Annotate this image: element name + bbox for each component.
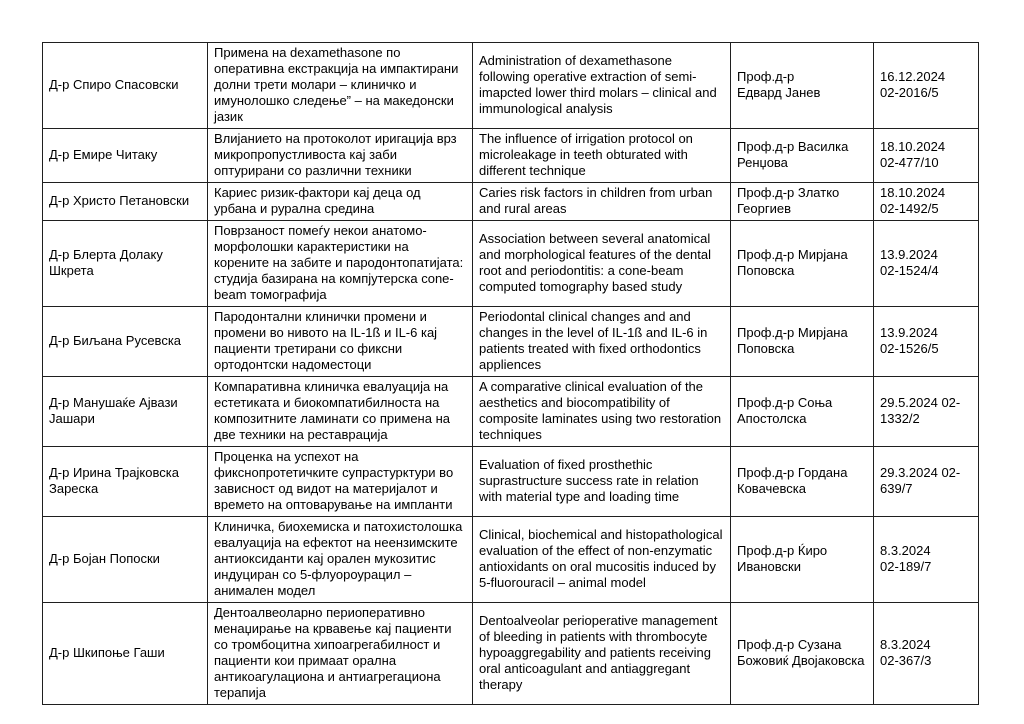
candidate-cell: Д-р Биљана Русевска xyxy=(43,307,208,377)
date-ref-cell-line: 02-477/10 xyxy=(880,155,939,170)
date-ref-cell xyxy=(874,377,979,447)
theses-table xyxy=(42,42,979,705)
date-ref-cell-line: 1332/2 xyxy=(880,411,920,426)
date-ref-cell-line: 16.12.2024 xyxy=(880,69,946,84)
candidate-cell: Д-р Бојан Попоски xyxy=(43,517,208,603)
table-row xyxy=(43,183,979,221)
title-mk-cell: Поврзаност помеѓу некои анатомо-морфолошки карактеристики на корените на забите и пародонтопатијата: студија базирана на компјутерска cone-beam томографија xyxy=(208,221,473,307)
mentor-cell xyxy=(731,221,874,307)
table-row xyxy=(43,221,979,307)
date-ref-cell-line: 8.3.2024 xyxy=(880,543,931,558)
mentor-cell-line: Едвард Јанев xyxy=(737,85,821,100)
date-ref-cell-line: 29.3.2024 02- xyxy=(880,465,961,480)
date-ref-cell xyxy=(874,307,979,377)
title-en-cell: Caries risk factors in children from urban and rural areas xyxy=(473,183,731,221)
date-ref-cell-line: 02-1524/4 xyxy=(880,263,939,278)
mentor-cell xyxy=(731,183,874,221)
mentor-cell xyxy=(731,129,874,183)
date-ref-cell-line: 18.10.2024 xyxy=(880,185,946,200)
title-en-cell: Periodontal clinical changes and and changes in the level of IL-1ß and IL-6 in patients treated with fixed orthodontics appliences xyxy=(473,307,731,377)
mentor-cell xyxy=(731,447,874,517)
table-row xyxy=(43,129,979,183)
title-en-cell: A comparative clinical evaluation of the aesthetics and biocompatibility of composite laminates using two restoration techniques xyxy=(473,377,731,447)
mentor-cell-line: Проф.д-р Гордана xyxy=(737,465,848,480)
mentor-cell xyxy=(731,307,874,377)
date-ref-cell-line: 29.5.2024 02- xyxy=(880,395,961,410)
mentor-cell-line: Поповска xyxy=(737,263,795,278)
title-mk-cell: Компаративна клиничка евалуација на естетиката и биокомпатибилноста на композитните ламинати со примена на две техники на реставрација xyxy=(208,377,473,447)
mentor-cell-line: Ренџова xyxy=(737,155,788,170)
title-en-cell: Administration of dexamethasone following operative extraction of semi-imapcted lower third molars – clinical and immunological analysis xyxy=(473,43,731,129)
mentor-cell-line: Божовиќ Двојаковска xyxy=(737,653,865,668)
mentor-cell xyxy=(731,517,874,603)
mentor-cell-line: Поповска xyxy=(737,341,795,356)
date-ref-cell xyxy=(874,221,979,307)
title-en-cell: Clinical, biochemical and histopathological evaluation of the effect of non-enzymatic antioxidants on oral mucositis induced by 5-fluorouracil – animal model xyxy=(473,517,731,603)
mentor-cell-line: Проф.д-р Мирјана xyxy=(737,247,848,262)
table-row xyxy=(43,603,979,705)
mentor-cell xyxy=(731,603,874,705)
mentor-cell-line: Ивановски xyxy=(737,559,801,574)
mentor-cell-line: Проф.д-р Соња xyxy=(737,395,833,410)
candidate-cell: Д-р Спиро Спасовски xyxy=(43,43,208,129)
candidate-cell: Д-р Емире Читаку xyxy=(43,129,208,183)
title-en-cell: Association between several anatomical and morphological features of the dental root and periodontitis: a cone-beam computed tomography based study xyxy=(473,221,731,307)
mentor-cell-line: Проф.д-р Василка xyxy=(737,139,849,154)
title-en-cell: Evaluation of fixed prosthethic suprastructure success rate in relation with material type and loading time xyxy=(473,447,731,517)
table-row xyxy=(43,447,979,517)
mentor-cell xyxy=(731,377,874,447)
date-ref-cell-line: 13.9.2024 xyxy=(880,247,938,262)
table-row xyxy=(43,307,979,377)
title-mk-cell: Проценка на успехот на фикснопротетичките супрастурктури во зависност од видот на материјалот и времето на оптоварување на импланти xyxy=(208,447,473,517)
date-ref-cell-line: 8.3.2024 xyxy=(880,637,931,652)
title-en-cell: The influence of irrigation protocol on microleakage in teeth obturated with different technique xyxy=(473,129,731,183)
mentor-cell-line: Проф.д-р Златко xyxy=(737,185,840,200)
title-mk-cell: Влијанието на протоколот иригација врз микропропустливоста кај заби оптурирани со различни техники xyxy=(208,129,473,183)
date-ref-cell-line: 18.10.2024 xyxy=(880,139,946,154)
date-ref-cell-line: 02-189/7 xyxy=(880,559,932,574)
title-en-cell: Dentoalveolar perioperative management of bleeding in patients with thrombocyte hypoaggregability and patients receiving oral anticoagulant and antiaggregant therapy xyxy=(473,603,731,705)
mentor-cell-line: Георгиев xyxy=(737,201,791,216)
title-mk-cell: Примена на dexamethasone по оперативна екстракција на импактирани долни трети молари – клиничко и имунолошко следење” – на македонски јазик xyxy=(208,43,473,129)
table-row xyxy=(43,377,979,447)
date-ref-cell-line: 02-367/3 xyxy=(880,653,932,668)
mentor-cell-line: Ковачевска xyxy=(737,481,806,496)
date-ref-cell-line: 02-2016/5 xyxy=(880,85,939,100)
date-ref-cell-line: 13.9.2024 xyxy=(880,325,938,340)
mentor-cell xyxy=(731,43,874,129)
candidate-cell: Д-р Христо Петановски xyxy=(43,183,208,221)
date-ref-cell-line: 02-1526/5 xyxy=(880,341,939,356)
mentor-cell-line: Проф.д-р Мирјана xyxy=(737,325,848,340)
mentor-cell-line: Проф.д-р Сузана xyxy=(737,637,842,652)
table-row xyxy=(43,43,979,129)
theses-table-body xyxy=(43,43,979,705)
mentor-cell-line: Проф.д-р Ќиро xyxy=(737,543,828,558)
date-ref-cell xyxy=(874,447,979,517)
title-mk-cell: Пародонтални клинички промени и промени во нивото на IL-1ß и IL-6 кај пациенти третирани со фиксни ортодонтски надоместоци xyxy=(208,307,473,377)
mentor-cell-line: Апостолска xyxy=(737,411,807,426)
candidate-cell: Д-р Ирина Трајковска Зареска xyxy=(43,447,208,517)
date-ref-cell-line: 02-1492/5 xyxy=(880,201,939,216)
table-row xyxy=(43,517,979,603)
candidate-cell: Д-р Манушаќе Ајвази Јашари xyxy=(43,377,208,447)
date-ref-cell xyxy=(874,517,979,603)
title-mk-cell: Клиничка, биохемиска и патохистолошка евалуација на ефектот на неензимските антиоксиданти кај орален мукозитис индуциран со 5-флуороурацил – анимален модел xyxy=(208,517,473,603)
date-ref-cell-line: 639/7 xyxy=(880,481,913,496)
title-mk-cell: Дентоалвеоларно периоперативно менаџирање на крвавење кај пациенти со тромбоцитна хипоагрегабилност и пациенти кои примаат орална антикоагулациона и антиагрегациона терапија xyxy=(208,603,473,705)
date-ref-cell xyxy=(874,43,979,129)
candidate-cell: Д-р Блерта Долаку Шкрета xyxy=(43,221,208,307)
date-ref-cell xyxy=(874,183,979,221)
date-ref-cell xyxy=(874,603,979,705)
candidate-cell: Д-р Шкипоње Гаши xyxy=(43,603,208,705)
mentor-cell-line: Проф.д-р xyxy=(737,69,795,84)
date-ref-cell xyxy=(874,129,979,183)
title-mk-cell: Кариес ризик-фактори кај деца од урбана и рурална средина xyxy=(208,183,473,221)
